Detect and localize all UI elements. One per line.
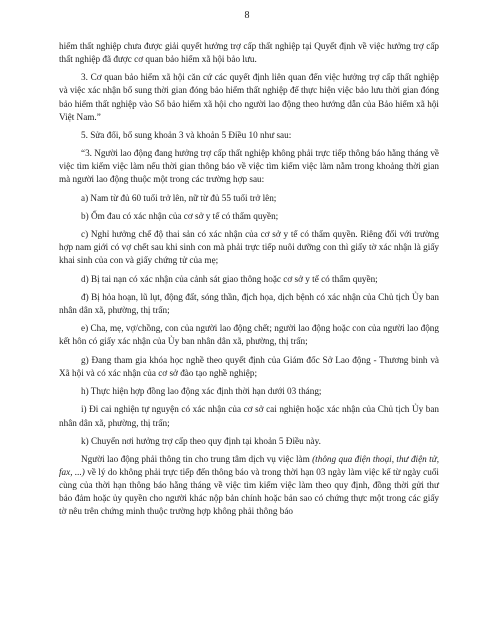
list-item-g: g) Đang tham gia khóa học nghề theo quyết định của Giám đốc Sở Lao động - Thương binh và Xã hội và có xác nhận của cơ sở đào tạo nghề nghiệp; <box>59 354 439 378</box>
paragraph-clause-3-new: “3. Người lao động đang hưởng trợ cấp thất nghiệp không phải trực tiếp thông báo hằng tháng về việc tìm kiếm việc làm nếu thời gian thông báo về việc tìm kiếm việc làm nằm trong khoảng thời gian mà người lao động thuộc một trong các trường hợp sau: <box>59 148 439 185</box>
paragraph-continuation: hiểm thất nghiệp chưa được giải quyết hưởng trợ cấp thất nghiệp tại Quyết định về việc hưởng trợ cấp thất nghiệp đã được cơ quan bảo hiểm xã hội bảo lưu. <box>59 41 439 65</box>
notification-channels: (thông qua điện thoại, thư điện tử, fax, ...) <box>59 454 440 478</box>
paragraph-clause-3: 3. Cơ quan bảo hiểm xã hội căn cứ các quyết định liên quan đến việc hưởng trợ cấp thất nghiệp và việc xác nhận bổ sung thời gian đóng bảo hiểm thất nghiệp để thực hiện việc bảo lưu thời gian đóng bảo hiểm thất nghiệp vào Sổ bảo hiểm xã hội cho người lao động theo hướng dẫn của Bảo hiểm xã hội Việt Nam.” <box>59 72 439 122</box>
list-item-k: k) Chuyển nơi hưởng trợ cấp theo quy định tại khoản 5 Điều này. <box>81 435 321 446</box>
notification-text-end: về lý do không phải trực tiếp đến thông báo và trong thời hạn 03 ngày làm việc kể từ ngày cuối cùng của thời hạn thông báo hằng tháng về việc tìm kiếm việc làm theo quy định, đồng thời gửi thư bảo đảm hoặc ủy quyền cho người khác nộp bản chính hoặc bản sao có chứng thực một trong các giấy tờ nêu trên chứng minh thuộc trường hợp không phải thông báo <box>59 467 439 517</box>
list-item-c: c) Nghỉ hưởng chế độ thai sản có xác nhận của cơ sở y tế có thẩm quyền. Riêng đối với trường hợp nam giới có vợ chết sau khi sinh con mà phải trực tiếp nuôi dưỡng con thì giấy tờ xác nhận là giấy khai sinh của con và giấy chứng tử của mẹ; <box>59 229 439 266</box>
list-item-b: b) Ốm đau có xác nhận của cơ sở y tế có thẩm quyền; <box>81 210 279 221</box>
list-item-a: a) Nam từ đủ 60 tuổi trở lên, nữ từ đủ 55 tuổi trở lên; <box>81 192 277 203</box>
paragraph-notification <box>59 453 439 518</box>
page-number: 8 <box>244 10 250 21</box>
document-body <box>59 40 439 524</box>
notification-text-start: Người lao động phải thông tin cho trung tâm dịch vụ việc làm <box>81 454 313 465</box>
paragraph-amendment-5: 5. Sửa đổi, bổ sung khoản 3 và khoản 5 Điều 10 như sau: <box>81 129 292 140</box>
list-item-e: e) Cha, mẹ, vợ/chồng, con của người lao động chết; người lao động hoặc con của người lao động kết hôn có giấy xác nhận của Ủy ban nhân dân xã, phường, thị trấn; <box>59 323 439 347</box>
list-item-i: i) Đi cai nghiện tự nguyện có xác nhận của cơ sở cai nghiện hoặc xác nhận của Chủ tịch Ủy ban nhân dân xã, phường, thị trấn; <box>59 404 439 428</box>
list-item-dd: đ) Bị hỏa hoạn, lũ lụt, động đất, sóng thần, địch họa, dịch bệnh có xác nhận của Chủ tịch Ủy ban nhân dân xã, phường, thị trấn; <box>59 292 439 316</box>
list-item-d: d) Bị tai nạn có xác nhận của cảnh sát giao thông hoặc cơ sở y tế có thẩm quyền; <box>81 273 378 284</box>
list-item-h: h) Thực hiện hợp đồng lao động xác định thời hạn dưới 03 tháng; <box>81 386 322 397</box>
